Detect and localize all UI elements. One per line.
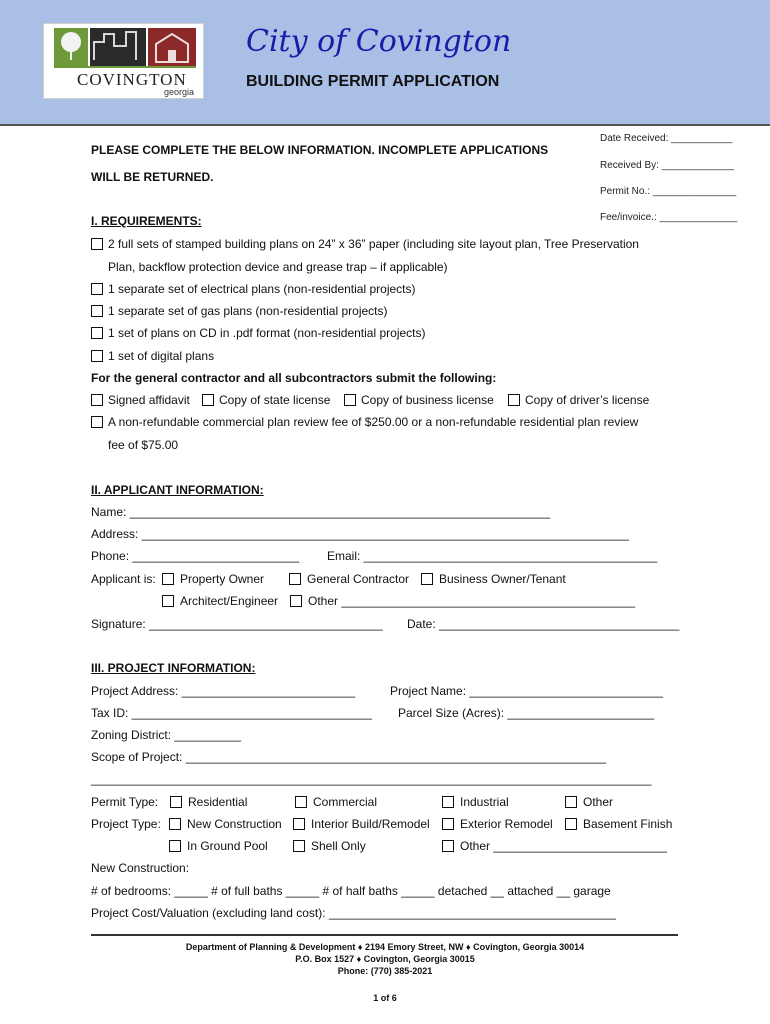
zoning-district-field[interactable]: Zoning District: __________ bbox=[91, 728, 242, 742]
checkbox-property-owner[interactable] bbox=[162, 573, 174, 585]
checkbox-new-construction[interactable] bbox=[169, 818, 181, 830]
checkbox-project-other[interactable] bbox=[442, 840, 454, 852]
project-other-field[interactable]: Other __________________________ bbox=[460, 839, 667, 853]
scope-of-project-field[interactable]: Scope of Project: _______________________________________________________________ bbox=[91, 750, 607, 764]
checkbox-permit-other[interactable] bbox=[565, 796, 577, 808]
review-fee-text: A non-refundable commercial plan review fee of $250.00 or a non-refundable residential plan review bbox=[108, 415, 639, 429]
requirement-gas-plans: 1 separate set of gas plans (non-residential projects) bbox=[108, 304, 388, 318]
requirement-digital-plans: 1 set of digital plans bbox=[108, 349, 215, 363]
project-address-field[interactable]: Project Address: __________________________ bbox=[91, 684, 356, 698]
permit-no-field[interactable]: Permit No.: _______________ bbox=[600, 186, 737, 197]
property-owner-label: Property Owner bbox=[180, 572, 265, 586]
signed-affidavit-label: Signed affidavit bbox=[108, 393, 190, 407]
state-license-label: Copy of state license bbox=[219, 393, 331, 407]
basement-finish-label: Basement Finish bbox=[583, 817, 673, 831]
form-title: BUILDING PERMIT APPLICATION bbox=[246, 73, 500, 90]
checkbox-digital-plans[interactable] bbox=[91, 350, 103, 362]
signature-field[interactable]: Signature: ___________________________________ bbox=[91, 617, 383, 631]
industrial-label: Industrial bbox=[460, 795, 509, 809]
checkbox-state-license[interactable] bbox=[202, 394, 214, 406]
requirements-heading: I. REQUIREMENTS: bbox=[91, 214, 202, 228]
applicant-name-field[interactable]: Name: _______________________________________________________________ bbox=[91, 505, 551, 519]
date-received-field[interactable]: Date Received: ___________ bbox=[600, 133, 733, 144]
project-name-field[interactable]: Project Name: _____________________________ bbox=[390, 684, 663, 698]
business-license-label: Copy of business license bbox=[361, 393, 494, 407]
received-by-field[interactable]: Received By: _____________ bbox=[600, 160, 734, 171]
rooms-fields[interactable]: # of bedrooms: _____ # of full baths _____ # of half baths _____ detached __ attached __ garage bbox=[91, 884, 611, 898]
checkbox-residential[interactable] bbox=[170, 796, 182, 808]
footer-po-box: P.O. Box 1527 ♦ Covington, Georgia 30015 bbox=[295, 954, 475, 964]
checkbox-applicant-other[interactable] bbox=[290, 595, 302, 607]
review-fee-text-cont: fee of $75.00 bbox=[108, 438, 179, 452]
parcel-size-field[interactable]: Parcel Size (Acres): ______________________ bbox=[398, 706, 655, 720]
requirement-electrical-plans: 1 separate set of electrical plans (non-residential projects) bbox=[108, 282, 416, 296]
contractor-heading: For the general contractor and all subcontractors submit the following: bbox=[91, 371, 497, 385]
new-construction-label: New Construction bbox=[187, 817, 282, 831]
applicant-other-field[interactable]: Other ____________________________________________ bbox=[308, 594, 635, 608]
project-type-label: Project Type: bbox=[91, 817, 161, 831]
checkbox-in-ground-pool[interactable] bbox=[169, 840, 181, 852]
exterior-remodel-label: Exterior Remodel bbox=[460, 817, 553, 831]
commercial-label: Commercial bbox=[313, 795, 378, 809]
permit-type-label: Permit Type: bbox=[91, 795, 159, 809]
checkbox-business-owner[interactable] bbox=[421, 573, 433, 585]
checkbox-general-contractor[interactable] bbox=[289, 573, 301, 585]
requirement-cd-plans: 1 set of plans on CD in .pdf format (non-residential projects) bbox=[108, 326, 426, 340]
business-owner-label: Business Owner/Tenant bbox=[439, 572, 566, 586]
city-logo bbox=[43, 23, 204, 99]
footer-address: Department of Planning & Development ♦ 2194 Emory Street, NW ♦ Covington, Georgia 30014 bbox=[185, 942, 585, 952]
checkbox-commercial[interactable] bbox=[295, 796, 307, 808]
page-number: 1 of 6 bbox=[373, 993, 397, 1003]
applicant-email-field[interactable]: Email: ____________________________________________ bbox=[327, 549, 658, 563]
checkbox-drivers-license[interactable] bbox=[508, 394, 520, 406]
requirement-stamped-plans-cont: Plan, backflow protection device and grease trap – if applicable) bbox=[108, 260, 448, 274]
project-cost-field[interactable]: Project Cost/Valuation (excluding land cost): ___________________________________________ bbox=[91, 906, 616, 920]
applicant-is-label: Applicant is: bbox=[91, 572, 156, 586]
logo-name: COVINGTON bbox=[77, 70, 187, 89]
checkbox-exterior-remodel[interactable] bbox=[442, 818, 454, 830]
checkbox-cd-plans[interactable] bbox=[91, 327, 103, 339]
city-title: City of Covington bbox=[246, 24, 512, 59]
fee-invoice-field[interactable]: Fee/invoice.: ______________ bbox=[600, 212, 738, 223]
footer-divider bbox=[91, 934, 678, 936]
checkbox-business-license[interactable] bbox=[344, 394, 356, 406]
checkbox-industrial[interactable] bbox=[442, 796, 454, 808]
checkbox-gas-plans[interactable] bbox=[91, 305, 103, 317]
new-construction-heading: New Construction: bbox=[91, 861, 190, 875]
applicant-heading: II. APPLICANT INFORMATION: bbox=[91, 483, 264, 497]
in-ground-pool-label: In Ground Pool bbox=[187, 839, 268, 853]
scope-of-project-line-2[interactable]: ____________________________________________________________________________________ bbox=[91, 772, 652, 786]
checkbox-electrical-plans[interactable] bbox=[91, 283, 103, 295]
drivers-license-label: Copy of driver’s license bbox=[525, 393, 650, 407]
residential-label: Residential bbox=[188, 795, 248, 809]
tax-id-field[interactable]: Tax ID: ____________________________________ bbox=[91, 706, 372, 720]
checkbox-interior-remodel[interactable] bbox=[293, 818, 305, 830]
general-contractor-label: General Contractor bbox=[307, 572, 410, 586]
permit-other-label: Other bbox=[583, 795, 614, 809]
checkbox-shell-only[interactable] bbox=[293, 840, 305, 852]
checkbox-signed-affidavit[interactable] bbox=[91, 394, 103, 406]
applicant-phone-field[interactable]: Phone: _________________________ bbox=[91, 549, 300, 563]
architect-engineer-label: Architect/Engineer bbox=[180, 594, 279, 608]
interior-remodel-label: Interior Build/Remodel bbox=[311, 817, 430, 831]
applicant-address-field[interactable]: Address: _________________________________________________________________________ bbox=[91, 527, 629, 541]
checkbox-review-fee[interactable] bbox=[91, 416, 103, 428]
project-heading: III. PROJECT INFORMATION: bbox=[91, 661, 256, 675]
date-field[interactable]: Date: ____________________________________ bbox=[407, 617, 680, 631]
requirement-stamped-plans: 2 full sets of stamped building plans on 24” x 36” paper (including site layout plan, Tree Preservation bbox=[108, 237, 639, 251]
header-divider bbox=[0, 124, 770, 126]
shell-only-label: Shell Only bbox=[311, 839, 366, 853]
notice-line-1: PLEASE COMPLETE THE BELOW INFORMATION. INCOMPLETE APPLICATIONS bbox=[91, 143, 549, 157]
footer-phone: Phone: (770) 385-2021 bbox=[337, 966, 433, 976]
checkbox-architect-engineer[interactable] bbox=[162, 595, 174, 607]
checkbox-stamped-plans[interactable] bbox=[91, 238, 103, 250]
notice-line-2: WILL BE RETURNED. bbox=[91, 170, 214, 184]
checkbox-basement-finish[interactable] bbox=[565, 818, 577, 830]
logo-subtitle: georgia bbox=[164, 87, 195, 97]
